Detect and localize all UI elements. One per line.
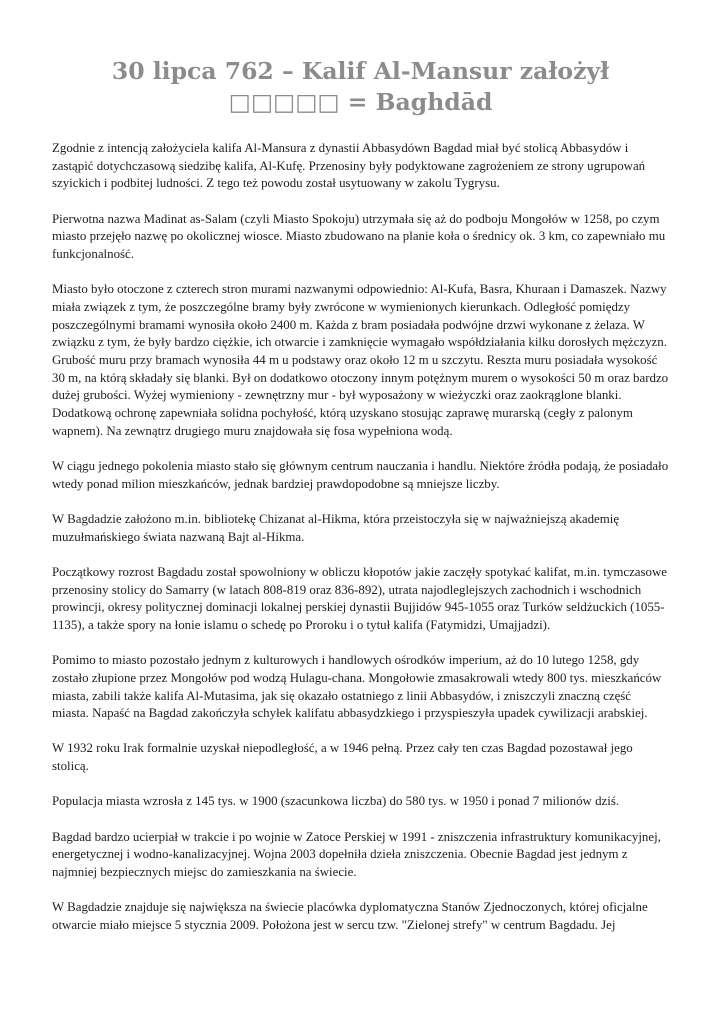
paragraph-1: Zgodnie z intencją założyciela kalifa Al-Mansura z dynastii Abbasydówn Bagdad miał być stolicą Abbasydów i zastąpić dotychczasową siedzibę kalifa, Al-Kufę. Przenosiny były podyktowane zagrożeniem ze strony ugrupowań szyickich i podbitej ludności. Z tego też powodu został usytuowany w zakolu Tygrysu. <box>52 141 646 191</box>
paragraph-6: Początkowy rozrost Bagdadu został spowolniony w obliczu kłopotów jakie zaczęły spotykać kalifat, m.in. tymczasowe przenosiny stolicy do Samarry (w latach 808-819 oraz 836-892), utrata najodleglejszych zachodnich i wschodnich prowincji, okresy politycznej dominacji lokalnej perskiej dynastii Bujjidów 945-1055 oraz Turków seldżuckich (1055-1135), a także spory na łonie islamu o schedę po Proroku i o tytuł kalifa (Fatymidzi, Umajjadzi). <box>52 564 668 632</box>
paragraph-7: Pomimo to miasto pozostało jednym z kulturowych i handlowych ośrodków imperium, aż do 10 lutego 1258, gdy zostało złupione przez Mongołów pod wodzą Hulagu-chana. Mongołowie zmasakrowali wtedy 800 tys. mieszkańców miasta, zabili także kalifa Al-Mutasima, jak się okazało ostatniego z linii Abbasydów, i zniszczyli znaczną część miasta. Napaść na Bagdad zakończyła schyłek kalifatu abbasydzkiego i przyspieszyła upadek cywilizacji arabskiej. <box>52 653 662 721</box>
article-body <box>52 140 669 935</box>
paragraph-10: Bagdad bardzo ucierpiał w trakcie i po wojnie w Zatoce Perskiej w 1991 - zniszczenia infrastruktury komunikacyjnej, energetycznej i wodno-kanalizacyjnej. Wojna 2003 dopełniła dzieła zniszczenia. Obecnie Bagdad jest jednym z najmniej bezpiecznych miejsc do zamieszkania na świecie. <box>52 829 661 879</box>
paragraph-8: W 1932 roku Irak formalnie uzyskał niepodległość, a w 1946 pełną. Przez cały ten czas Bagdad pozostawał jego stolicą. <box>52 741 633 774</box>
paragraph-11: W Bagdadzie znajduje się największa na świecie placówka dyplomatyczna Stanów Zjednoczonych, której oficjalne otwarcie miało miejsce 5 stycznia 2009. Położona jest w sercu tzw. "Zielonej strefy" w centrum Bagdadu. Jej <box>52 900 648 932</box>
paragraph-3: Miasto było otoczone z czterech stron murami nazwanymi odpowiednio: Al-Kufa, Basra, Khuraan i Damaszek. Nazwy miała związek z tym, że poszczególne bramy były zwrócone w wymienionych kierunkach. Odległość pomiędzy poszczególnymi bramami wynosiła około 2400 m. Każda z bram posiadała podwójne drzwi wykonane z żelaza. W związku z tym, że były bardzo ciężkie, ich otwarcie i zamknięcie wymagało współdziałania kilku dorosłych mężczyzn. Grubość muru przy bramach wynosiła 44 m u podstawy oraz około 12 m u szczytu. Reszta muru posiadała wysokość 30 m, na którą składały się blanki. Był on dodatkowo otoczony innym potężnym murem o wysokości 50 m oraz bardzo dużej grubości. Wyżej wymieniony - zewnętrzny mur - był wyposażony w wieżyczki oraz zaokrąglone blanki. Dodatkową ochronę zapewniała solidna pochyłość, którą uzyskano stosując zaprawę murarską (cegły z palonym wapnem). Na zewnątrz drugiego muru znajdowała się fosa wypełniona wodą. <box>52 282 669 438</box>
paragraph-5: W Bagdadzie założono m.in. bibliotekę Chizanat al-Hikma, która przeistoczyła się w najważniejszą akademię muzułmańskiego świata nazwaną Bajt al-Hikma. <box>52 511 620 544</box>
article-title: 30 lipca 762 – Kalif Al-Mansur założył □□□□□ = Baghdād <box>111 57 610 116</box>
paragraph-9: Populacja miasta wzrosła z 145 tys. w 1900 (szacunkowa liczba) do 580 tys. w 1950 i ponad 7 milionów dziś. <box>52 794 620 809</box>
paragraph-2: Pierwotna nazwa Madinat as-Salam (czyli Miasto Spokoju) utrzymała się aż do podboju Mongołów w 1258, po czym miasto przejęło nazwę po okolicznej wiosce. Miasto zbudowano na planie koła o średnicy ok. 3 km, co zapewniało mu funkcjonalność. <box>52 211 666 262</box>
paragraph-4: W ciągu jednego pokolenia miasto stało się głównym centrum nauczania i handlu. Niektóre źródła podają, że posiadało wtedy ponad milion mieszkańców, jednak bardziej prawdopodobne są mniejsze liczby. <box>52 459 669 491</box>
